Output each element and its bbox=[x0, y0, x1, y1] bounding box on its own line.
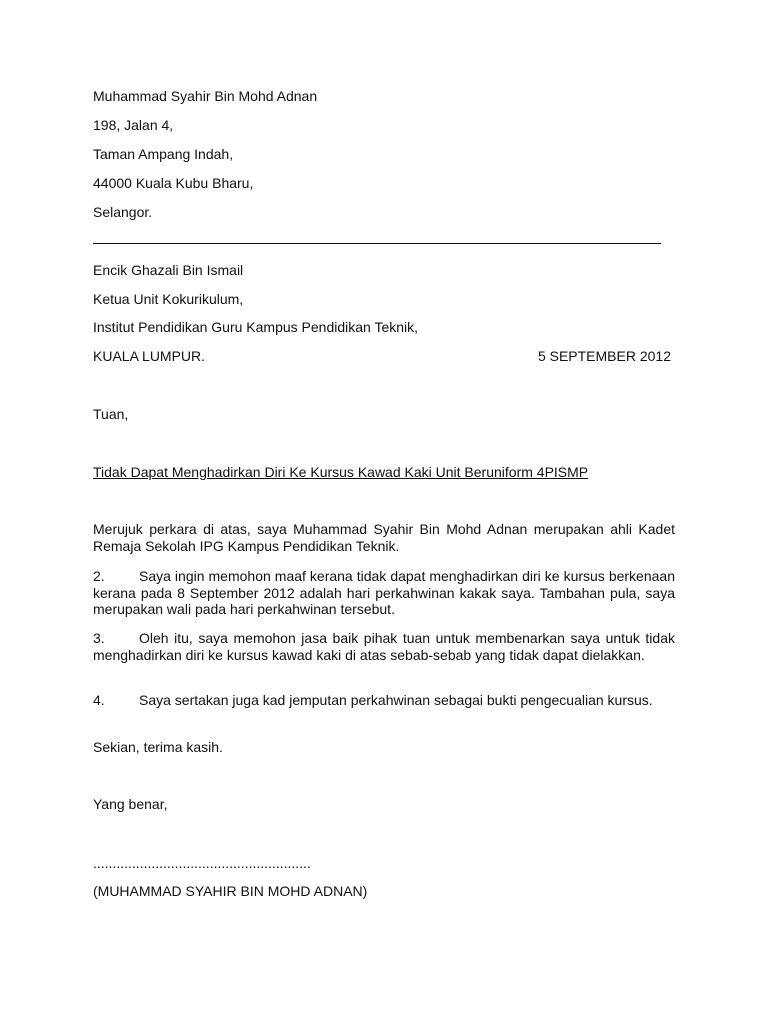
recipient-city: KUALA LUMPUR. bbox=[93, 348, 206, 364]
signature-line: ........................................................ bbox=[93, 855, 311, 871]
paragraph-4 bbox=[93, 692, 675, 709]
recipient-name: Encik Ghazali Bin Ismail bbox=[93, 262, 244, 278]
header-separator-line bbox=[93, 243, 661, 244]
paragraph-4-number: 4. bbox=[93, 692, 105, 708]
sign-off: Yang benar, bbox=[93, 796, 168, 812]
closing-line: Sekian, terima kasih. bbox=[93, 739, 223, 755]
paragraph-intro: Merujuk perkara di atas, saya Muhammad Syahir Bin Mohd Adnan merupakan ahli Kadet Remaja Sekolah IPG Kampus Pendidikan Teknik. bbox=[93, 521, 675, 554]
salutation: Tuan, bbox=[93, 406, 129, 422]
recipient-institution: Institut Pendidikan Guru Kampus Pendidikan Teknik, bbox=[93, 319, 419, 335]
paragraph-2-number: 2. bbox=[93, 568, 105, 584]
letter-date: 5 SEPTEMBER 2012 bbox=[537, 348, 671, 364]
letter-subject: Tidak Dapat Menghadirkan Diri Ke Kursus Kawad Kaki Unit Beruniform 4PISMP bbox=[93, 464, 589, 480]
paragraph-2-text: Saya ingin memohon maaf kerana tidak dapat menghadirkan diri ke kursus berkenaan kerana pada 8 September 2012 adalah hari perkahwinan kakak saya. Tambahan pula, saya merupakan wali pada hari perkahwinan tersebut. bbox=[93, 568, 675, 617]
sender-address-line-4: Selangor. bbox=[93, 204, 153, 220]
sender-address-line-1: 198, Jalan 4, bbox=[93, 117, 174, 133]
sender-address-line-2: Taman Ampang Indah, bbox=[93, 146, 234, 162]
recipient-title: Ketua Unit Kokurikulum, bbox=[93, 291, 244, 307]
paragraph-4-text: Saya sertakan juga kad jemputan perkahwinan sebagai bukti pengecualian kursus. bbox=[139, 692, 653, 708]
sender-address-line-3: 44000 Kuala Kubu Bharu, bbox=[93, 175, 254, 191]
paragraph-3 bbox=[93, 630, 675, 663]
paragraph-2 bbox=[93, 568, 675, 618]
signature-name: (MUHAMMAD SYAHIR BIN MOHD ADNAN) bbox=[93, 883, 368, 899]
paragraph-3-number: 3. bbox=[93, 630, 105, 646]
paragraph-3-text: Oleh itu, saya memohon jasa baik pihak tuan untuk membenarkan saya untuk tidak menghadirkan diri ke kursus kawad kaki di atas sebab-sebab yang tidak dapat dielakkan. bbox=[93, 630, 675, 663]
sender-name: Muhammad Syahir Bin Mohd Adnan bbox=[93, 88, 318, 104]
